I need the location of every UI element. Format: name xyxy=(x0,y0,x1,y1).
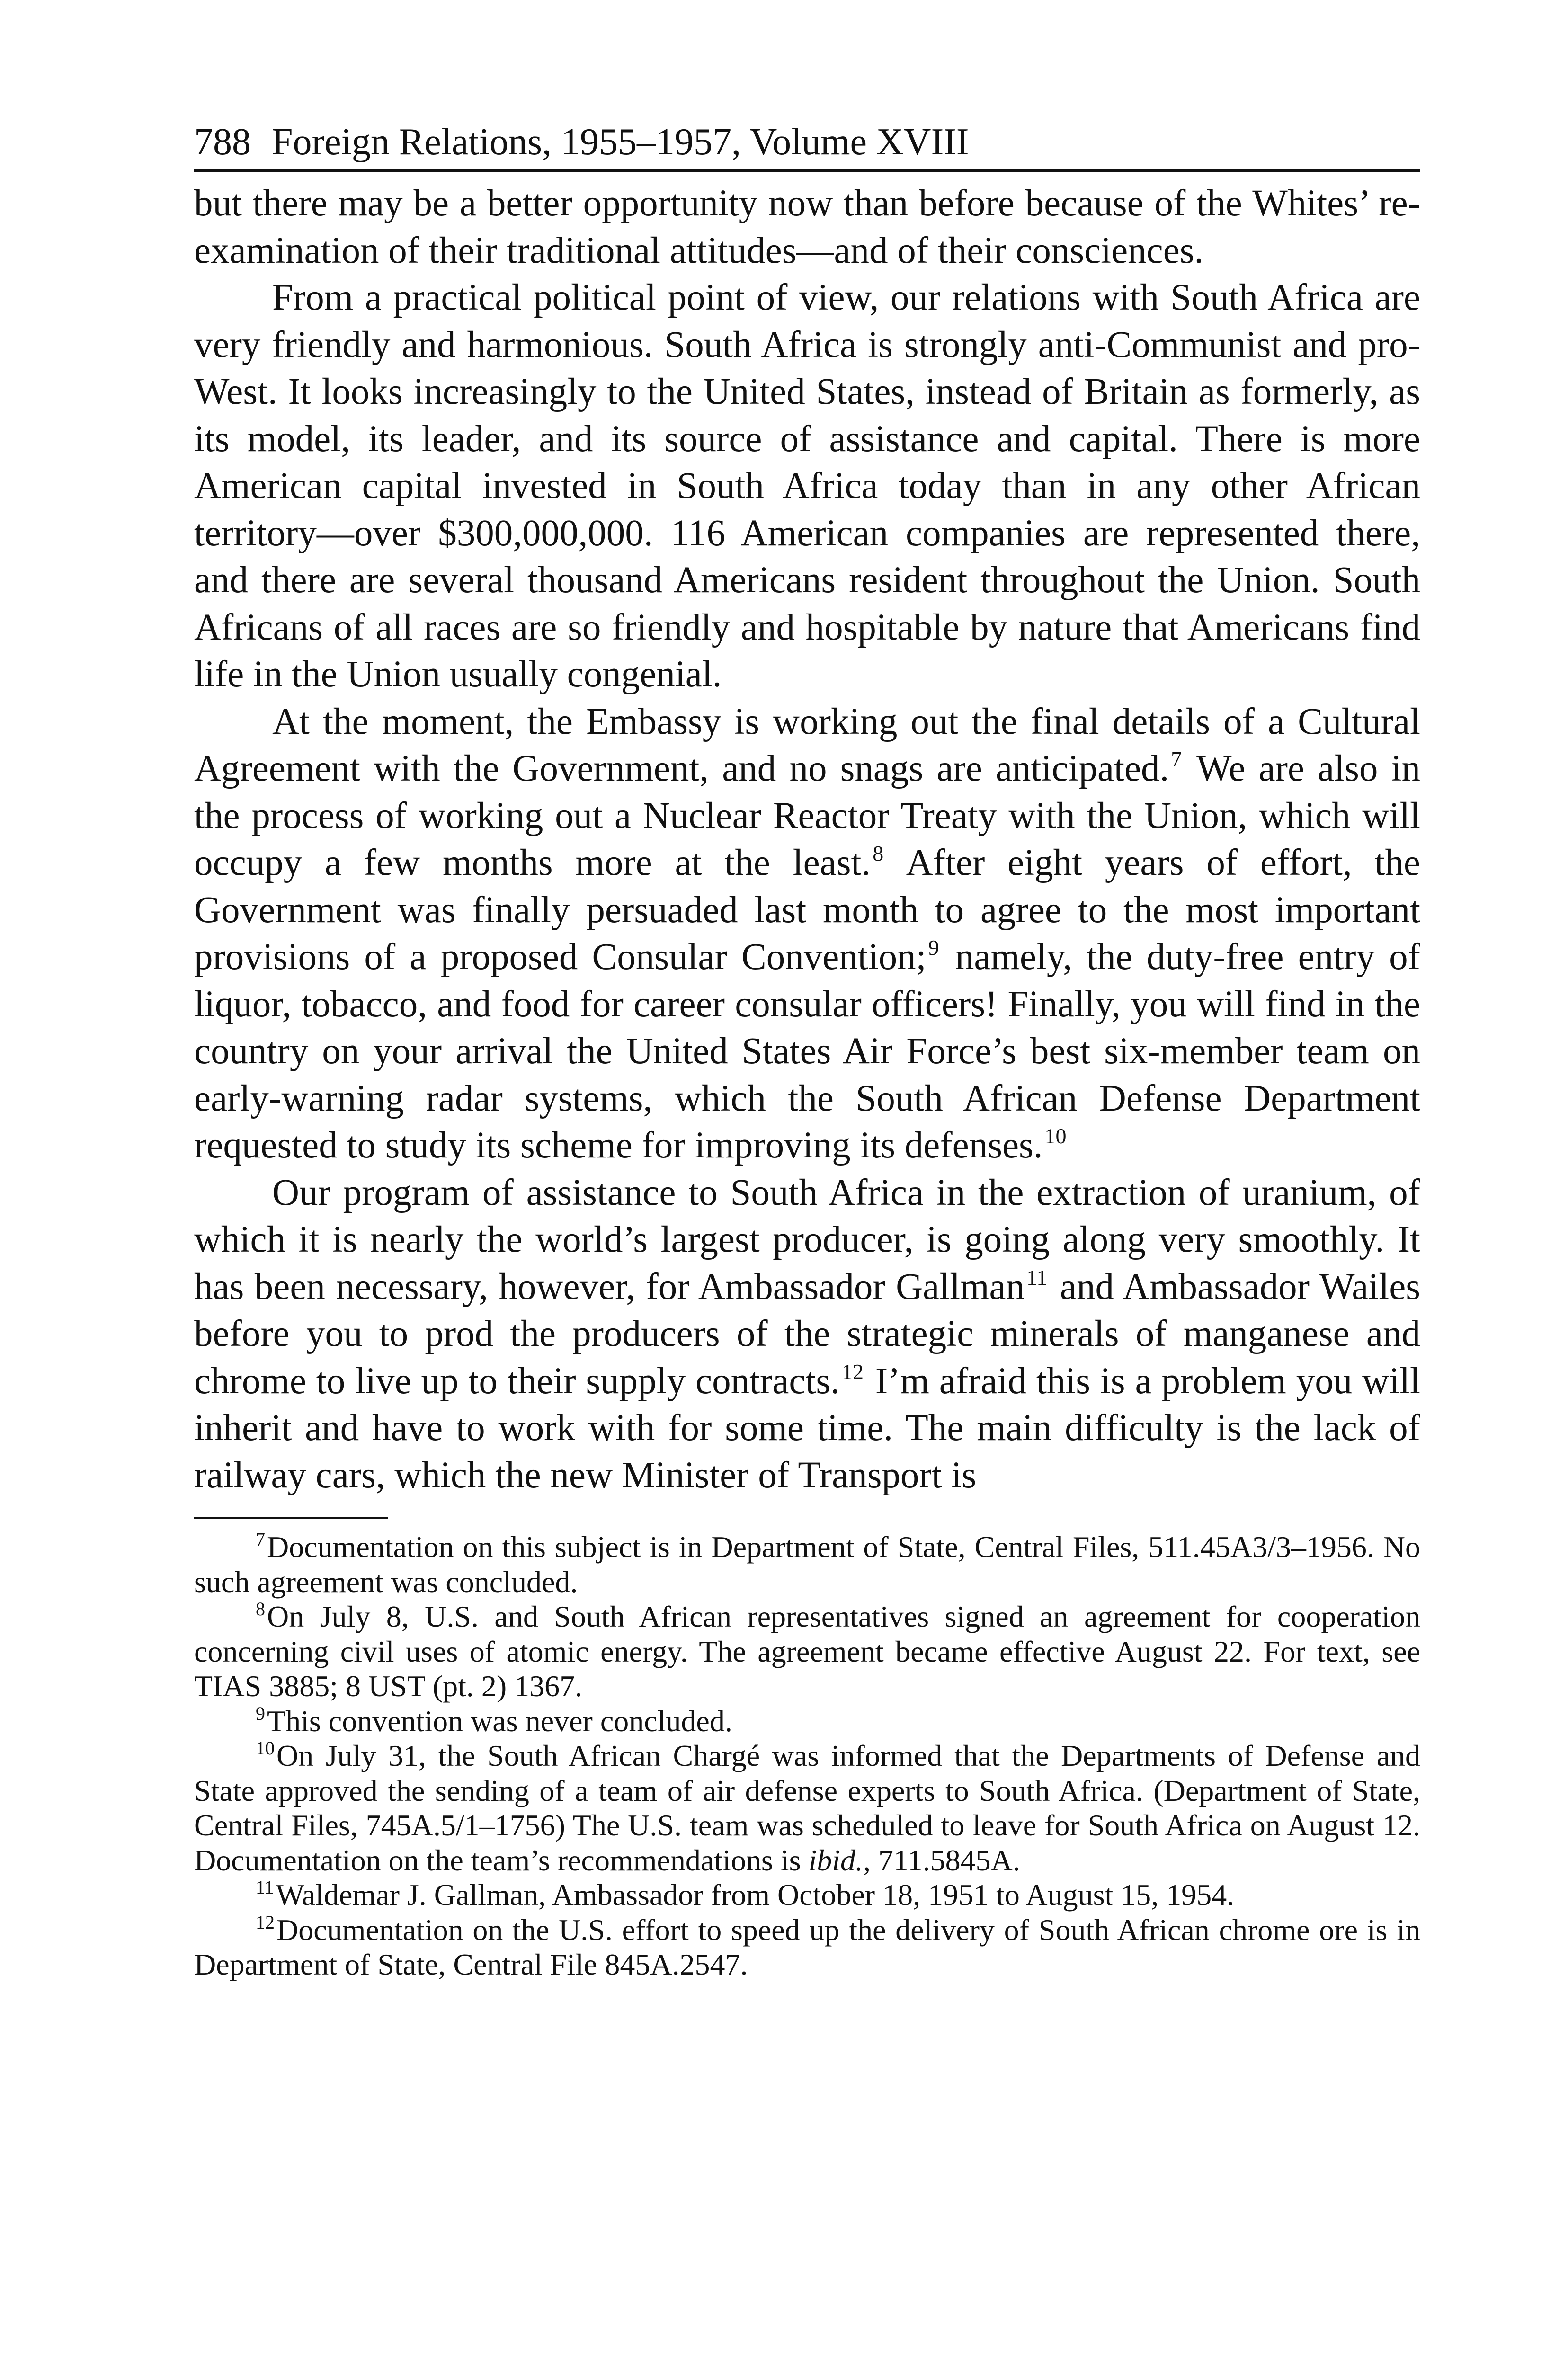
paragraph-3-text-c: After eight years of effort, the Government was finally persuaded last month to agree to the most important provisions of a proposed Consular Convention; xyxy=(194,842,1420,978)
paragraph-4 xyxy=(194,1169,1420,1499)
footnote-ref-7: 7 xyxy=(1171,747,1182,771)
footnote-10 xyxy=(194,1738,1420,1878)
footnote-12 xyxy=(194,1913,1420,1982)
footnotes xyxy=(194,1530,1420,1982)
footnote-text: This convention was never concluded. xyxy=(267,1704,732,1738)
paragraph-3-text-a: At the moment, the Embassy is working out the final details of a Cultural Agreement with the Government, and no snags are anticipated. xyxy=(194,701,1420,789)
footnote-9 xyxy=(194,1704,1420,1739)
footnote-ref-9: 9 xyxy=(928,935,939,960)
running-head: Foreign Relations, 1955–1957, Volume XVIII xyxy=(272,121,969,163)
paragraph-3-text-b: We are also in the process of working out a Nuclear Reactor Treaty with the Union, which will occupy a few months more at the least. xyxy=(194,748,1420,883)
footnote-ibid: ibid. xyxy=(808,1843,864,1877)
paragraph-2 xyxy=(194,274,1420,698)
footnote-number: 10 xyxy=(256,1737,275,1759)
footnote-7 xyxy=(194,1530,1420,1599)
footnote-text: Waldemar J. Gallman, Ambassador from October 18, 1951 to August 15, 1954. xyxy=(276,1878,1235,1912)
footnote-ref-11: 11 xyxy=(1026,1265,1048,1290)
footnote-ref-12: 12 xyxy=(841,1359,864,1384)
footnote-ref-10: 10 xyxy=(1044,1124,1067,1148)
footnote-8 xyxy=(194,1599,1420,1704)
paragraph-1 xyxy=(194,180,1420,274)
page-number: 788 xyxy=(194,121,251,163)
footnote-divider xyxy=(194,1517,388,1519)
footnote-11 xyxy=(194,1878,1420,1913)
paragraph-2-text: From a practical political point of view, our relations with South Africa are very friendly and harmonious. South Africa is strongly anti-Communist and pro-West. It looks increasingly to the United States, instead of Britain as formerly, as its model, its leader, and its source of assistance and capital. There is more American capital invested in South Africa today than in any other African territory—over $300,000,000. 116 American companies are represented there, and there are several thousand Americans resident throughout the Union. South Africans of all races are so friendly and hospitable by nature that Americans find life in the Union usually congenial. xyxy=(194,277,1420,695)
paragraph-4-text-a: Our program of assistance to South Africa in the extraction of uranium, of which it is nearly the world’s largest producer, is going along very smoothly. It has been necessary, however, for Ambassador Gallman xyxy=(194,1172,1420,1308)
footnote-number: 9 xyxy=(256,1702,265,1724)
paragraph-3 xyxy=(194,698,1420,1169)
page-header xyxy=(194,118,1420,172)
footnote-number: 12 xyxy=(256,1911,275,1933)
footnote-text: On July 8, U.S. and South African representatives signed an agreement for cooperation concerning civil uses of atomic energy. The agreement became effective August 22. For text, see TIAS 3885; 8 UST (pt. 2) 1367. xyxy=(194,1600,1420,1703)
footnote-number: 8 xyxy=(256,1598,265,1620)
paragraph-4-text-c: I’m afraid this is a problem you will inherit and have to work with for some time. The main difficulty is the lack of railway cars, which the new Minister of Transport is xyxy=(194,1360,1420,1496)
footnote-ref-8: 8 xyxy=(873,841,884,865)
main-text xyxy=(194,180,1420,1499)
paragraph-1-text: but there may be a better opportunity now than before because of the Whites’ re-examination of their traditional attitudes—and of their consciences. xyxy=(194,183,1420,271)
footnote-number: 11 xyxy=(256,1877,274,1898)
paragraph-3-text-d: namely, the duty-free entry of liquor, tobacco, and food for career consular officers! Finally, you will find in the country on your arrival the United States Air Force’s best six-member team on early-warning radar systems, which the South African Defense Department requested to study its scheme for improving its defenses. xyxy=(194,936,1420,1166)
footnote-number: 7 xyxy=(256,1529,265,1550)
paragraph-4-text-b: and Ambassador Wailes before you to prod the producers of the strategic minerals of manganese and chrome to live up to their supply contracts. xyxy=(194,1266,1421,1402)
footnote-text-tail: , 711.5845A. xyxy=(863,1843,1020,1877)
footnote-text: Documentation on the U.S. effort to speed up the delivery of South African chrome ore is in Department of State, Central File 845A.2547. xyxy=(194,1913,1420,1981)
document-page xyxy=(194,118,1420,1982)
footnote-text: On July 31, the South African Chargé was informed that the Departments of Defense and State approved the sending of a team of air defense experts to South Africa. (Department of State, Central Files, 745A.5/1–1756) The U.S. team was scheduled to leave for South Africa on August 12. Documentation on the team’s recommendations is xyxy=(194,1739,1420,1877)
footnote-text: Documentation on this subject is in Department of State, Central Files, 511.45A3/3–1956. No such agreement was concluded. xyxy=(194,1530,1420,1599)
